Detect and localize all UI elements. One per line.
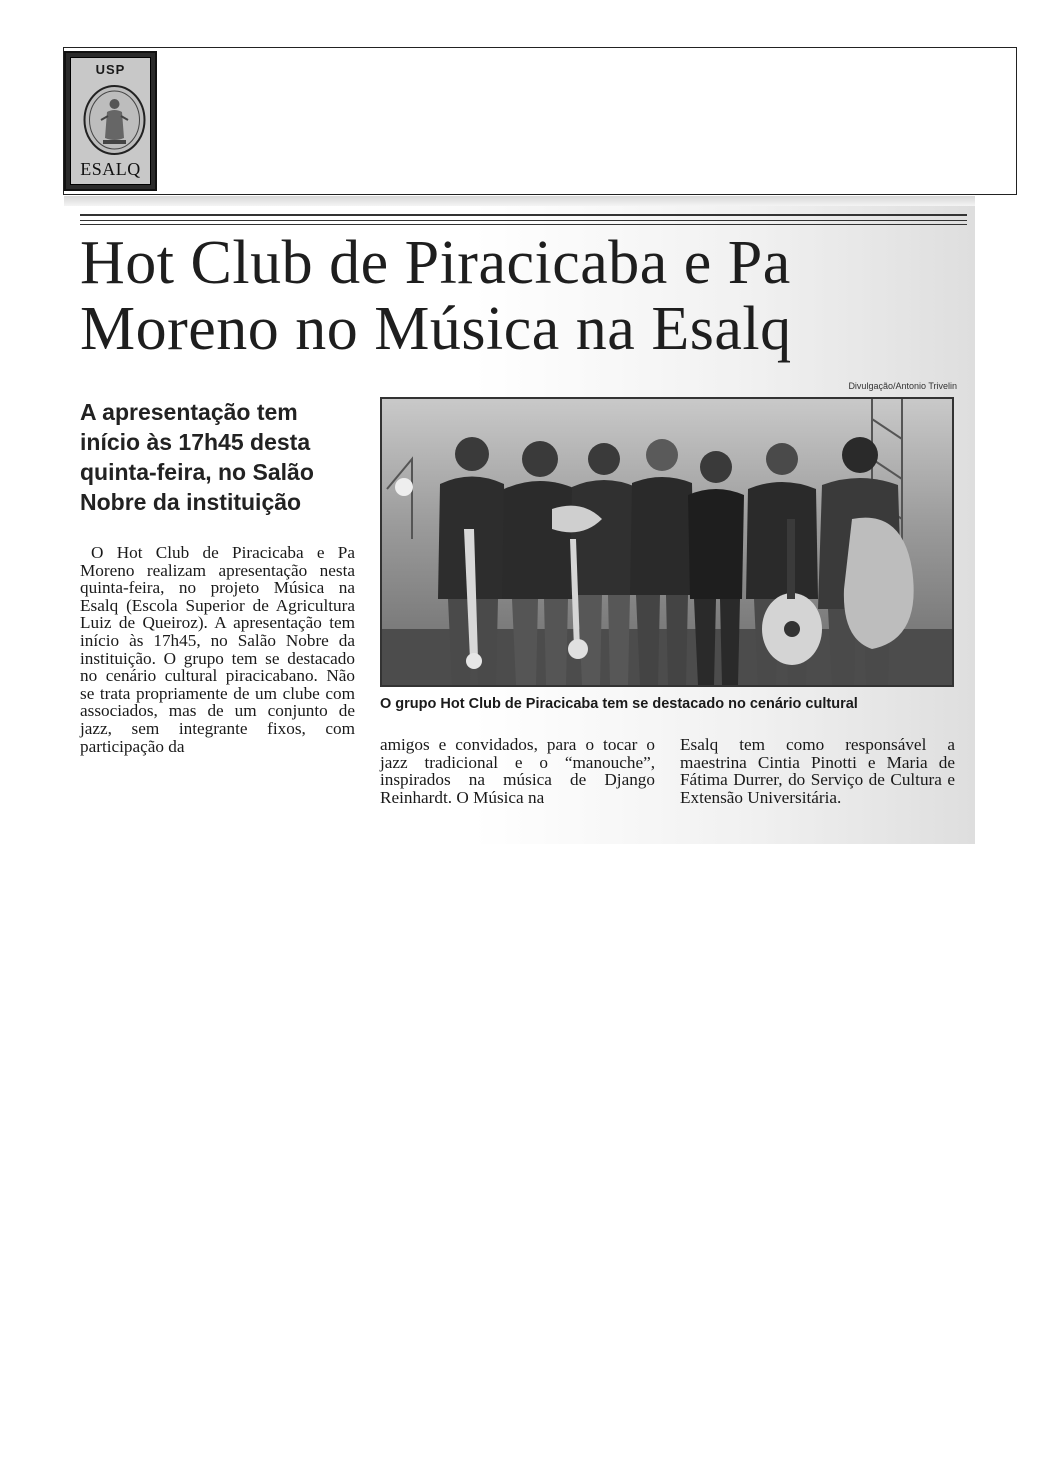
logo-esalq-text: ESALQ: [80, 159, 141, 179]
body-column-2: amigos e convidados, para o tocar o jazz tradicional e o “manouche”, inspirados na música de Django Reinhardt. O Música na: [380, 735, 655, 807]
esalq-logo: [64, 51, 157, 191]
subheadline: A apresentação tem início às 17h45 desta quinta-feira, no Salão Nobre da instituição: [80, 399, 314, 515]
header-rule: [80, 220, 967, 221]
header-rule: [80, 214, 967, 216]
body-column-3: Esalq tem como responsável a maestrina Cintia Pinotti e Maria de Fátima Durrer, do Serviço de Cultura e Extensão Universitária.: [680, 735, 955, 807]
band-photo: [380, 397, 954, 687]
logo-usp-text: USP: [95, 62, 126, 77]
body-column-1: O Hot Club de Piracicaba e Pa Moreno realizam apresentação nesta quinta-feira, no projeto Música na Esalq (Escola Superior de Agricultura Luiz de Queiroz). A apresentação tem início às 17h45, no Salão Nobre da instituição. O grupo tem se destacado no cenário cultural piracicabano. Não se trata propriamente de um clube com associados, mas de um conjunto de jazz, sem integrante fixos, com participação da: [80, 543, 355, 756]
band-photo-image: [382, 399, 952, 685]
header-rule: [80, 224, 967, 225]
headline: [80, 230, 970, 362]
photo-caption: O grupo Hot Club de Piracicaba tem se destacado no cenário cultural: [380, 696, 858, 712]
headline-line-1: Hot Club de Piracicaba e Pa: [80, 229, 791, 297]
seal-emblem-icon: [81, 84, 148, 156]
document-header: [63, 47, 1017, 195]
photo-credit: Divulgação/Antonio Trivelin: [848, 381, 957, 391]
clipping-top-strip: [64, 196, 975, 206]
newspaper-clipping: [64, 196, 975, 844]
headline-line-2: Moreno no Música na Esalq: [80, 295, 792, 363]
